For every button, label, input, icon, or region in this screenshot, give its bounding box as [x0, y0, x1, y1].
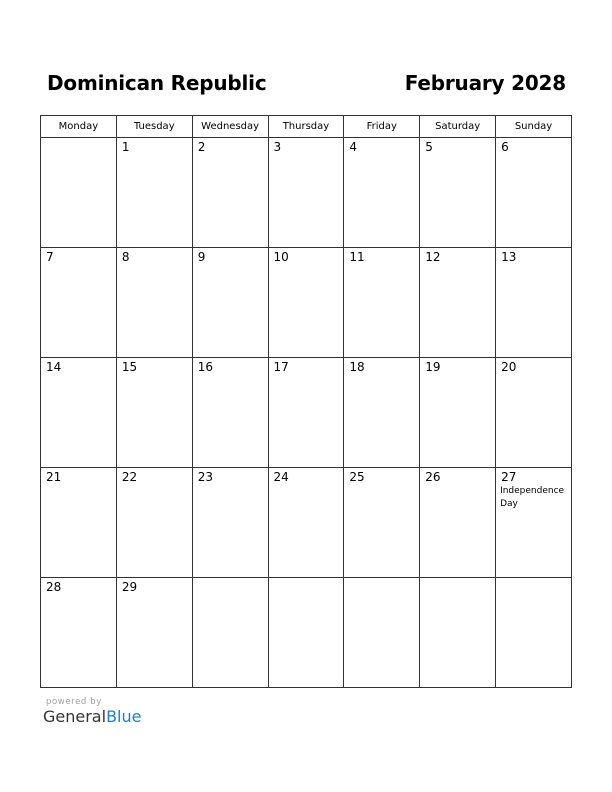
day-cell	[344, 468, 420, 578]
day-number: 11	[349, 250, 365, 264]
day-cell	[116, 248, 192, 358]
day-cell	[496, 358, 572, 468]
day-cell	[192, 248, 268, 358]
day-number	[344, 578, 419, 581]
week-row	[41, 468, 572, 578]
logo-blue: Blue	[106, 707, 142, 726]
day-cell	[496, 248, 572, 358]
week-row	[41, 358, 572, 468]
day-number: 5	[425, 140, 433, 154]
day-number: 20	[501, 360, 517, 374]
day-number: 4	[349, 140, 358, 154]
day-cell	[496, 578, 572, 688]
day-cell	[420, 578, 496, 688]
day-cell	[344, 248, 420, 358]
day-cell	[116, 468, 192, 578]
week-row	[41, 248, 572, 358]
weekday-wednesday: Wednesday	[192, 116, 268, 138]
month-title: February 2028	[404, 71, 566, 95]
weekday-header-row	[41, 116, 572, 138]
day-cell	[420, 468, 496, 578]
day-number: 3	[273, 140, 282, 154]
day-cell	[116, 578, 192, 688]
day-number	[193, 578, 268, 581]
day-cell	[116, 138, 192, 248]
weekday-sunday: Sunday	[496, 116, 572, 138]
footer-branding	[43, 697, 141, 727]
day-number	[41, 138, 116, 141]
day-cell	[420, 358, 496, 468]
day-cell	[344, 138, 420, 248]
day-cell	[420, 138, 496, 248]
day-number: 8	[121, 250, 130, 264]
day-number: 13	[501, 250, 517, 264]
day-number: 14	[46, 360, 62, 374]
week-row	[41, 578, 572, 688]
country-title: Dominican Republic	[47, 71, 267, 95]
day-cell	[268, 248, 344, 358]
weekday-thursday: Thursday	[268, 116, 344, 138]
day-number	[496, 578, 571, 581]
day-number: 21	[46, 470, 62, 484]
day-number: 7	[46, 250, 54, 264]
day-number: 22	[121, 470, 138, 484]
day-cell	[496, 138, 572, 248]
day-number: 15	[121, 360, 138, 374]
day-number: 26	[425, 470, 441, 484]
day-number: 9	[197, 250, 206, 264]
day-cell	[41, 358, 117, 468]
day-number: 12	[425, 250, 441, 264]
day-cell	[268, 578, 344, 688]
day-cell	[192, 358, 268, 468]
day-number: 27	[501, 470, 517, 484]
calendar-grid	[40, 115, 572, 688]
day-cell	[268, 138, 344, 248]
day-cell	[192, 138, 268, 248]
day-number: 17	[273, 360, 289, 374]
day-number	[269, 578, 344, 581]
day-number: 29	[121, 580, 138, 594]
day-cell	[116, 358, 192, 468]
day-cell	[420, 248, 496, 358]
logo-general: General	[43, 707, 107, 726]
day-number: 25	[349, 470, 365, 484]
week-row	[41, 138, 572, 248]
day-number: 16	[197, 360, 213, 374]
day-number: 28	[46, 580, 62, 594]
day-number: 18	[349, 360, 365, 374]
powered-by-text: powered by	[46, 697, 102, 707]
day-cell	[344, 358, 420, 468]
day-number: 19	[425, 360, 441, 374]
day-number: 6	[501, 140, 509, 154]
generalblue-logo	[43, 707, 141, 727]
day-cell	[41, 468, 117, 578]
day-number: 23	[197, 470, 213, 484]
day-number: 10	[273, 250, 289, 264]
day-number: 1	[121, 140, 130, 154]
day-cell	[344, 578, 420, 688]
weekday-monday: Monday	[41, 116, 117, 138]
day-number: 2	[197, 140, 206, 154]
day-cell	[41, 578, 117, 688]
day-cell	[192, 578, 268, 688]
day-number	[420, 578, 495, 581]
holiday-independence-day: Independence Day	[500, 486, 565, 509]
day-cell	[268, 468, 344, 578]
weekday-saturday: Saturday	[420, 116, 496, 138]
weekday-tuesday: Tuesday	[116, 116, 192, 138]
day-cell	[496, 468, 572, 578]
weekday-friday: Friday	[344, 116, 420, 138]
day-cell	[268, 358, 344, 468]
day-cell	[41, 248, 117, 358]
day-cell	[192, 468, 268, 578]
day-number: 24	[273, 470, 289, 484]
day-cell	[41, 138, 117, 248]
